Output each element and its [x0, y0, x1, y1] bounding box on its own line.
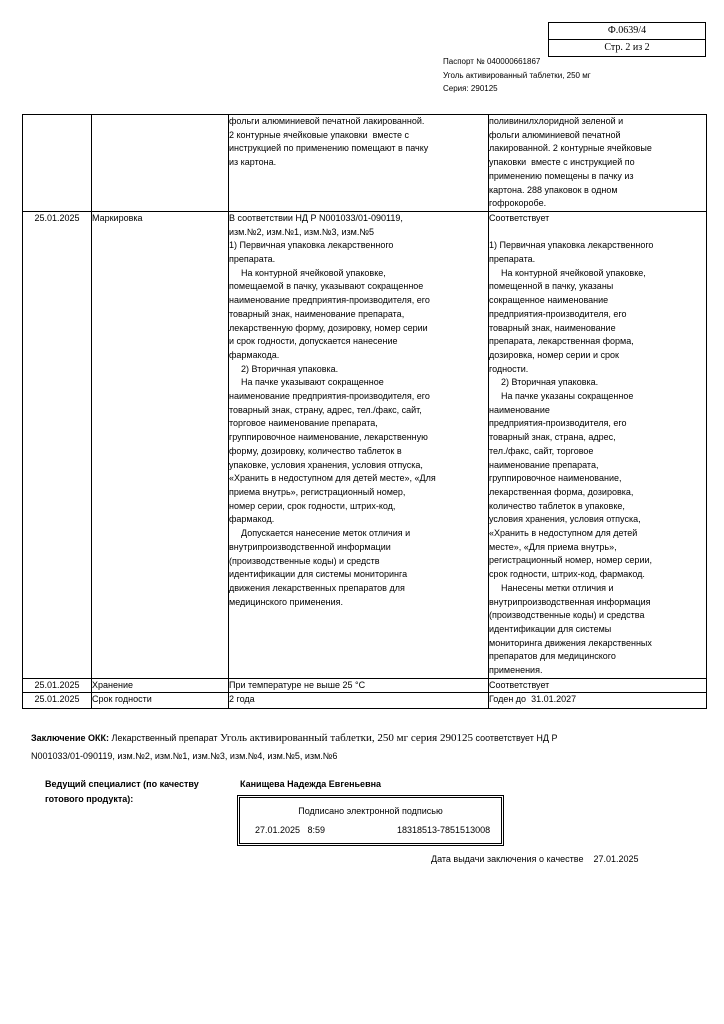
- table-cell-date: 25.01.2025: [23, 678, 92, 692]
- result-text: [489, 212, 706, 678]
- text-line: предприятия-производителя, его: [489, 418, 627, 429]
- requirement-text: [229, 115, 488, 170]
- specialist-label-line2: готового продукта):: [45, 794, 134, 804]
- form-code: Ф.0639/4: [607, 25, 647, 36]
- text-line: Нанесены метки отличия и: [501, 582, 614, 593]
- table-cell-name: Маркировка: [92, 211, 229, 678]
- text-line: торговое наименование препарата,: [229, 418, 378, 429]
- specialist-label-line1: Ведущий специалист (по качеству: [45, 779, 199, 789]
- text-line: фольги алюминиевой печатной: [489, 129, 621, 140]
- quality-table: [22, 114, 707, 709]
- table-cell-result: [489, 211, 707, 678]
- form-code-box: [548, 22, 706, 57]
- table-cell-name: Срок годности: [92, 692, 229, 708]
- table-cell-result: [489, 115, 707, 212]
- conclusion-label: Заключение ОКК:: [31, 733, 110, 743]
- conclusion-nd: N001033/01-090119, изм.№2, изм.№1, изм.№3, изм.№4, изм.№5, изм.№6: [31, 751, 338, 761]
- text-line: упаковки вместе с инструкцией по: [489, 157, 635, 168]
- text-line: 2 контурные ячейковые упаковки вместе с: [229, 129, 410, 140]
- text-line: препарата.: [229, 254, 276, 265]
- requirement-text: [229, 679, 488, 692]
- text-line: «Хранить в недоступном для детей месте», «Для: [229, 473, 436, 484]
- text-line: регистрационный номер, номер серии,: [489, 555, 652, 566]
- table-cell-result: [489, 692, 707, 708]
- text-line: Годен до 31.01.2027: [489, 693, 577, 704]
- text-line: (производственные коды) и средств: [229, 555, 380, 566]
- passport-series: Серия: 290125: [443, 84, 498, 93]
- text-line: внутрипроизводственная информация: [489, 596, 651, 607]
- issue-date-line: [431, 853, 639, 865]
- text-line: На пачке указывают сокращенное: [241, 377, 384, 388]
- table-cell-date: [23, 115, 92, 212]
- text-line: срок годности, штрих-код, фармакод.: [489, 569, 645, 580]
- text-line: Соответствует: [489, 679, 550, 690]
- text-line: номер серии, срок годности, штрих-код,: [229, 500, 396, 511]
- text-line: идентификации для системы мониторинга: [229, 569, 408, 580]
- qc-conclusion: [31, 729, 557, 765]
- text-line: картона. 288 упаковок в одном: [489, 184, 618, 195]
- text-line: применения.: [489, 665, 543, 676]
- table-row: [23, 678, 707, 692]
- text-line: фармакода.: [229, 349, 280, 360]
- text-line: товарный знак, наименование препарата,: [229, 308, 405, 319]
- table-row: [23, 115, 707, 212]
- text-line: 1) Первичная упаковка лекарственного: [489, 240, 654, 251]
- signature-datetime: 27.01.2025 8:59: [255, 825, 326, 835]
- text-line: упаковке, условия хранения, условия отпуска,: [229, 459, 423, 470]
- result-text: [489, 115, 706, 211]
- text-line: сокращенное наименование: [489, 295, 609, 306]
- table-cell-name: Хранение: [92, 678, 229, 692]
- table-cell-date: 25.01.2025: [23, 692, 92, 708]
- text-line: Допускается нанесение меток отличия и: [241, 528, 411, 539]
- text-line: препарата.: [489, 254, 536, 265]
- text-line: помещаемой в пачку, указывают сокращенное: [229, 281, 424, 292]
- text-line: фармакод.: [229, 514, 275, 525]
- text-line: идентификации для системы: [489, 624, 612, 634]
- electronic-signature-stamp: [237, 795, 504, 846]
- text-line: группировочное наименование,: [489, 473, 622, 484]
- text-line: наименование предприятия-производителя, его: [229, 391, 430, 402]
- requirement-text: [229, 693, 488, 706]
- text-line: товарный знак, наименование: [489, 322, 616, 333]
- specialist-label: [45, 777, 199, 807]
- text-line: условия хранения, условия отпуска,: [489, 514, 641, 525]
- text-line: При температуре не выше 25 °С: [229, 679, 366, 690]
- issue-date-value: 27.01.2025: [593, 854, 639, 864]
- text-line: наименование: [489, 404, 550, 415]
- text-line: группировочное наименование, лекарственную: [229, 432, 428, 443]
- requirement-text: [229, 212, 488, 609]
- text-line: лекарственную форму, дозировку, номер серии: [229, 322, 428, 333]
- text-line: гофрокоробе.: [489, 198, 547, 209]
- text-line: 2) Вторичная упаковка.: [501, 377, 599, 388]
- text-line: и срок годности, допускается нанесение: [229, 336, 398, 347]
- text-line: движения лекарственных препаратов для: [229, 582, 405, 593]
- issue-date-label: Дата выдачи заключения о качестве: [431, 854, 584, 864]
- specialist-name: Канищева Надежда Евгеньевна: [240, 779, 382, 789]
- table-cell-requirement: [229, 115, 489, 212]
- passport-number: Паспорт № 040000661867: [443, 57, 541, 66]
- text-line: инструкцией по применению помещают в пачку: [229, 143, 429, 154]
- text-line: применению помещены в пачку из: [489, 170, 634, 181]
- text-line: «Хранить в недоступном для детей: [489, 528, 638, 539]
- page-counter: Стр. 2 из 2: [549, 39, 705, 56]
- text-line: дозировка, номер серии и срок: [489, 349, 619, 360]
- text-line: предприятия-производителя, его: [489, 308, 627, 319]
- signature-certificate: 18318513-7851513008: [397, 825, 491, 835]
- table-row: [23, 692, 707, 708]
- text-line: мониторинга движения лекарственных: [489, 637, 652, 648]
- text-line: лакированной. 2 контурные ячейковые: [489, 143, 652, 154]
- conclusion-line-1: [31, 729, 557, 747]
- text-line: поливинилхлоридной зеленой и: [489, 116, 624, 126]
- text-line: лекарственная форма, дозировка,: [489, 486, 634, 497]
- text-line: препаратов для медицинского: [489, 651, 616, 662]
- text-line: 2 года: [229, 693, 255, 704]
- text-line: На контурной ячейковой упаковке,: [501, 267, 646, 278]
- text-line: тел./факс, сайт, торговое: [489, 445, 594, 456]
- table-cell-result: [489, 678, 707, 692]
- text-line: внутрипроизводственной информации: [229, 541, 391, 552]
- text-line: медицинского применения.: [229, 596, 344, 607]
- text-line: наименование препарата,: [489, 459, 599, 470]
- table-row: [23, 211, 707, 678]
- text-line: форму, дозировку, количество таблеток в: [229, 445, 402, 456]
- text-line: наименование предприятия-производителя, его: [229, 295, 430, 306]
- text-line: На пачке указаны сокращенное: [501, 391, 634, 402]
- result-text: [489, 693, 706, 706]
- table-cell-name: [92, 115, 229, 212]
- passport-product: Уголь активированный таблетки, 250 мг: [443, 70, 591, 80]
- table-cell-requirement: [229, 692, 489, 708]
- text-line: (производственные коды) и средства: [489, 610, 645, 621]
- text-line: фольги алюминиевой печатной лакированной.: [229, 116, 425, 126]
- conclusion-text-before: Лекарственный препарат: [111, 733, 218, 743]
- text-line: препарата, лекарственная форма,: [489, 336, 634, 347]
- text-line: месте», «Для приема внутрь»,: [489, 541, 617, 552]
- result-text: [489, 679, 706, 692]
- text-line: годности.: [489, 363, 529, 374]
- conclusion-text-after: соответствует НД Р: [475, 733, 558, 743]
- table-cell-requirement: [229, 678, 489, 692]
- text-line: Соответствует: [489, 212, 550, 223]
- table-cell-date: 25.01.2025: [23, 211, 92, 678]
- text-line: В соответствии НД Р N001033/01-090119,: [229, 212, 403, 223]
- signature-title: Подписано электронной подписью: [298, 806, 443, 816]
- text-line: изм.№2, изм.№1, изм.№3, изм.№5: [229, 226, 375, 237]
- text-line: 1) Первичная упаковка лекарственного: [229, 240, 394, 251]
- text-line: помещенной в пачку, указаны: [489, 281, 614, 292]
- text-line: товарный знак, страну, адрес, тел./факс, сайт,: [229, 404, 422, 415]
- text-line: На контурной ячейковой упаковке,: [241, 267, 386, 278]
- text-line: количество таблеток в упаковке,: [489, 500, 625, 511]
- text-line: товарный знак, страна, адрес,: [489, 432, 616, 443]
- passport-header: [443, 55, 591, 96]
- text-line: приема внутрь», регистрационный номер,: [229, 486, 406, 497]
- text-line: из картона.: [229, 157, 277, 168]
- table-cell-requirement: [229, 211, 489, 678]
- text-line: 2) Вторичная упаковка.: [241, 363, 339, 374]
- conclusion-product: Уголь активированный таблетки, 250 мг серия 290125: [220, 732, 473, 744]
